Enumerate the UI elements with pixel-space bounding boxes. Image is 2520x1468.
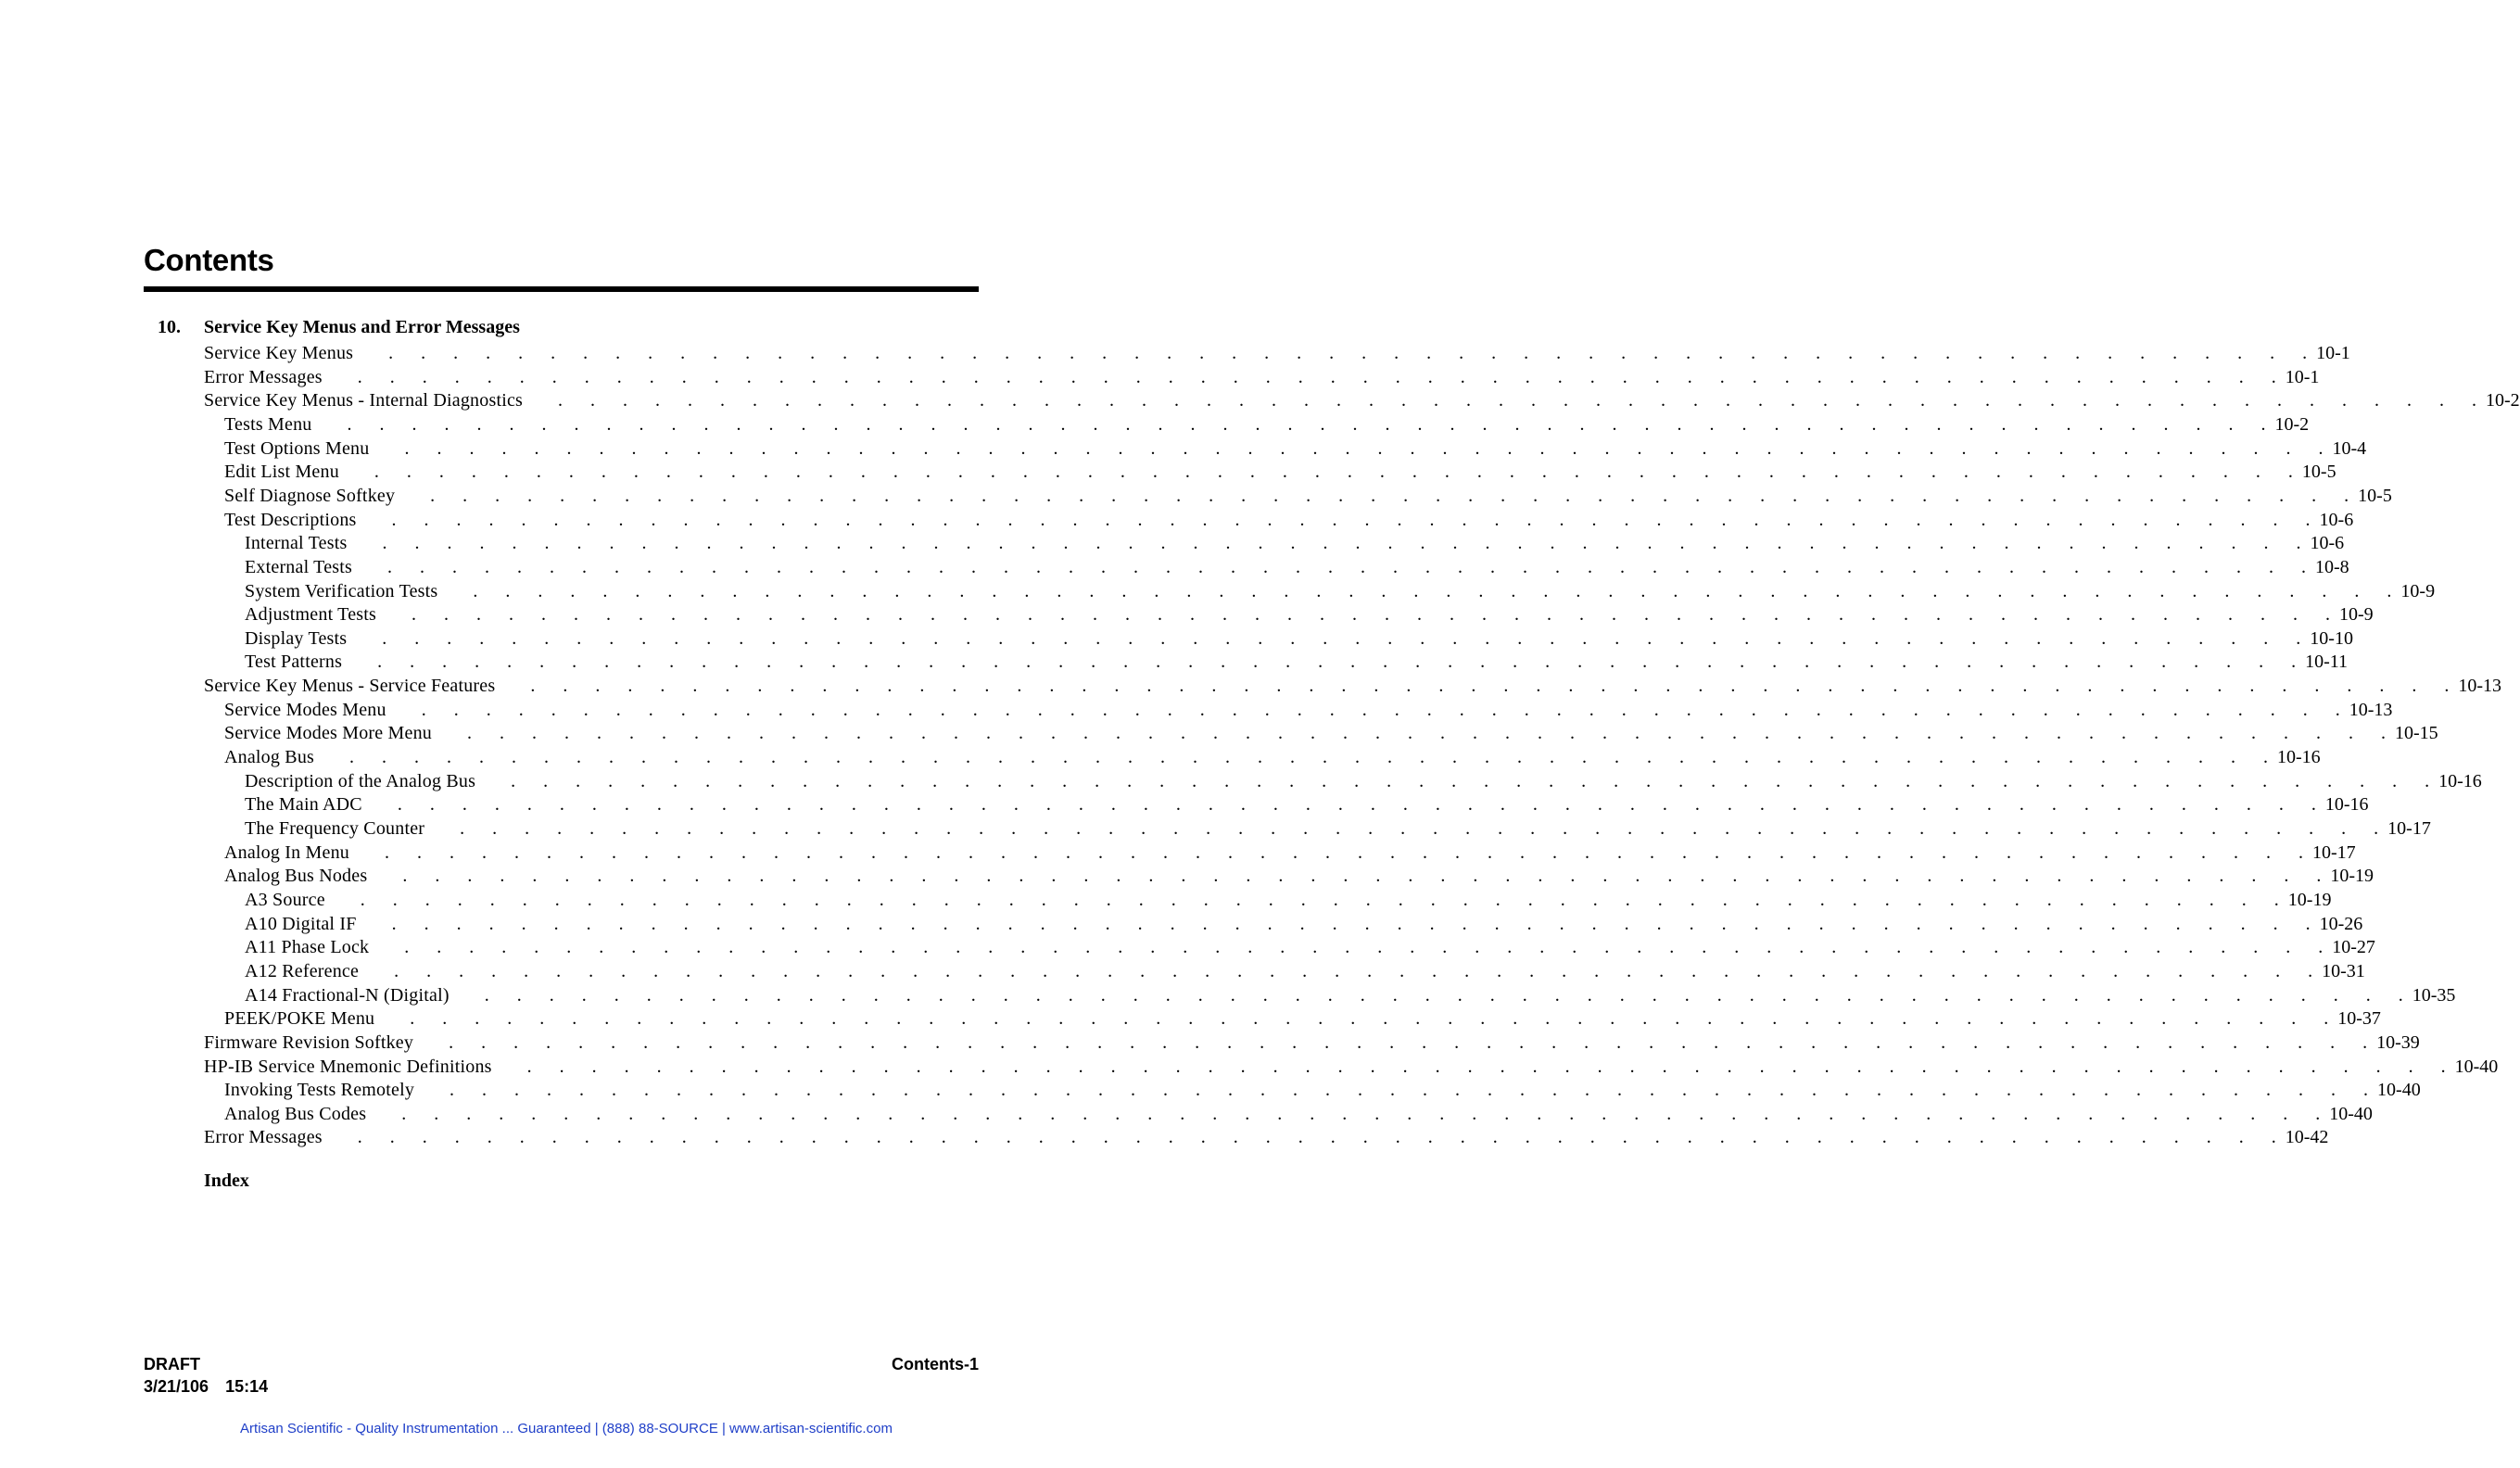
toc-entry[interactable] (245, 959, 2365, 983)
footer-page-label: Contents-1 (892, 1355, 979, 1373)
toc-dot-leader: . . . . . . . . . . . . . . . . . . . . . . . . . . . . . . . . . . . . . . . . . . . . . . . . . . . . . . . . . . . . (329, 366, 2276, 387)
index-entry[interactable]: Index (204, 1171, 249, 1191)
toc-entry-page: 10-40 (2377, 1080, 2421, 1101)
toc-entry-label: Service Key Menus - Service Features (204, 676, 496, 697)
toc-entry-page: 10-39 (2376, 1031, 2420, 1053)
footer-date: 3/21/106 (144, 1377, 209, 1396)
toc-entry-page: 10-19 (2330, 866, 2374, 887)
toc-dot-leader: . . . . . . . . . . . . . . . . . . . . . . . . . . . . . . . . . . . . . . . . . . . . . . . . . . . . . . . . . . . . (357, 842, 2303, 863)
toc-entry-label: Test Options Menu (224, 437, 370, 459)
toc-entry-label: External Tests (245, 556, 353, 577)
toc-entry[interactable] (204, 1031, 2420, 1055)
toc-entry-page: 10-6 (2310, 533, 2345, 554)
toc-entry-page: 10-9 (2400, 580, 2436, 601)
toc-entry-page: 10-16 (2277, 747, 2321, 768)
toc-dot-leader: . . . . . . . . . . . . . . . . . . . . . . . . . . . . . . . . . . . . . . . . . . . . . . . . . . . . . . . . . . . . (445, 580, 2392, 601)
toc-entry[interactable] (224, 484, 2392, 508)
toc-entry-label: Display Tests (245, 627, 348, 649)
toc-entry[interactable] (204, 388, 2520, 412)
toc-entry-page: 10-35 (2412, 984, 2456, 1006)
toc-entry-label: A11 Phase Lock (245, 937, 370, 958)
chapter-title: Service Key Menus and Error Messages (204, 317, 520, 337)
toc-dot-leader: . . . . . . . . . . . . . . . . . . . . . . . . . . . . . . . . . . . . . . . . . . . . . . . . . . . . . . . . . . . . (354, 627, 2301, 649)
toc-entry-page: 10-2 (2486, 390, 2520, 411)
toc-entry[interactable] (245, 579, 2436, 603)
footer-time: 15:14 (225, 1377, 269, 1396)
toc-entry-page: 10-9 (2339, 604, 2374, 626)
toc-entry[interactable] (204, 1125, 2329, 1149)
toc-entry[interactable] (204, 341, 2350, 365)
toc-entry-page: 10-2 (2274, 413, 2310, 435)
toc-dot-leader: . . . . . . . . . . . . . . . . . . . . . . . . . . . . . . . . . . . . . . . . . . . . . . . . . . . . . . . . . . . . (363, 913, 2311, 934)
toc-entry-page: 10-27 (2332, 937, 2375, 958)
toc-entry-page: 10-13 (2458, 676, 2501, 697)
toc-entry[interactable] (224, 460, 2336, 484)
toc-entry-label: Service Modes Menu (224, 699, 386, 720)
toc-entry-page: 10-26 (2319, 913, 2363, 934)
toc-entry-label: Description of the Analog Bus (245, 770, 476, 791)
toc-dot-leader: . . . . . . . . . . . . . . . . . . . . . . . . . . . . . . . . . . . . . . . . . . . . . . . . . . . . . . . . . . . . (361, 343, 2308, 363)
toc-entry-page: 10-13 (2349, 699, 2393, 720)
toc-entry-label: Service Key Menus - Internal Diagnostics (204, 390, 524, 411)
toc-entry[interactable] (245, 531, 2345, 555)
toc-entry[interactable] (224, 841, 2356, 865)
toc-entry-page: 10-17 (2387, 818, 2431, 839)
toc-dot-leader: . . . . . . . . . . . . . . . . . . . . . . . . . . . . . . . . . . . . . . . . . . . . . . . . . . . . . . . . . . . . (354, 533, 2301, 554)
toc-dot-leader: . . . . . . . . . . . . . . . . . . . . . . . . . . . . . . . . . . . . . . . . . . . . . . . . . . . . . . . . . . . . (422, 1080, 2369, 1101)
toc-entry-label: Test Patterns (245, 652, 343, 673)
toc-entry-page: 10-37 (2337, 1008, 2381, 1030)
toc-dot-leader: . . . . . . . . . . . . . . . . . . . . . . . . . . . . . . . . . . . . . . . . . . . . . . . . . . . . . . . . . . . . (402, 485, 2349, 506)
toc-entry-label: A14 Fractional-N (Digital) (245, 984, 450, 1006)
toc-entry[interactable] (224, 721, 2438, 745)
toc-entry[interactable] (245, 888, 2332, 912)
toc-entry-label: Analog In Menu (224, 842, 349, 863)
toc-dot-leader: . . . . . . . . . . . . . . . . . . . . . . . . . . . . . . . . . . . . . . . . . . . . . . . . . . . . . . . . . . . . (502, 676, 2450, 697)
toc-dot-leader: . . . . . . . . . . . . . . . . . . . . . . . . . . . . . . . . . . . . . . . . . . . . . . . . . . . . . . . . . . . . (456, 984, 2403, 1006)
toc-entry[interactable] (224, 745, 2321, 769)
toc-entry-label: Service Modes More Menu (224, 723, 432, 744)
toc-dot-leader: . . . . . . . . . . . . . . . . . . . . . . . . . . . . . . . . . . . . . . . . . . . . . . . . . . . . . . . . . . . . (499, 1056, 2446, 1077)
page-title: Contents (144, 243, 274, 277)
toc-dot-leader: . . . . . . . . . . . . . . . . . . . . . . . . . . . . . . . . . . . . . . . . . . . . . . . . . . . . . . . . . . . . (382, 1008, 2329, 1030)
toc-entry[interactable] (245, 769, 2482, 793)
toc-entry-label: Adjustment Tests (245, 604, 376, 626)
toc-entry[interactable] (224, 864, 2374, 888)
toc-dot-leader: . . . . . . . . . . . . . . . . . . . . . . . . . . . . . . . . . . . . . . . . . . . . . . . . . . . . . . . . . . . . (432, 818, 2379, 839)
toc-entry-label: Invoking Tests Remotely (224, 1080, 415, 1101)
toc-dot-leader: . . . . . . . . . . . . . . . . . . . . . . . . . . . . . . . . . . . . . . . . . . . . . . . . . . . . . . . . . . . . (376, 937, 2324, 958)
toc-dot-leader: . . . . . . . . . . . . . . . . . . . . . . . . . . . . . . . . . . . . . . . . . . . . . . . . . . . . . . . . . . . . (374, 1103, 2321, 1124)
toc-entry[interactable] (224, 437, 2367, 461)
toc-dot-leader: . . . . . . . . . . . . . . . . . . . . . . . . . . . . . . . . . . . . . . . . . . . . . . . . . . . . . . . . . . . . (360, 556, 2307, 577)
toc-entry-page: 10-31 (2322, 960, 2365, 981)
toc-dot-leader: . . . . . . . . . . . . . . . . . . . . . . . . . . . . . . . . . . . . . . . . . . . . . . . . . . . . . . . . . . . . (376, 437, 2324, 459)
toc-dot-leader: . . . . . . . . . . . . . . . . . . . . . . . . . . . . . . . . . . . . . . . . . . . . . . . . . . . . . . . . . . . . (346, 462, 2293, 483)
toc-dot-leader: . . . . . . . . . . . . . . . . . . . . . . . . . . . . . . . . . . . . . . . . . . . . . . . . . . . . . . . . . . . . (319, 413, 2266, 435)
toc-entry-label: Self Diagnose Softkey (224, 485, 396, 506)
toc-dot-leader: . . . . . . . . . . . . . . . . . . . . . . . . . . . . . . . . . . . . . . . . . . . . . . . . . . . . . . . . . . . . (393, 699, 2340, 720)
toc-entry[interactable] (224, 698, 2393, 722)
toc-entry-label: A12 Reference (245, 960, 360, 981)
toc-dot-leader: . . . . . . . . . . . . . . . . . . . . . . . . . . . . . . . . . . . . . . . . . . . . . . . . . . . . . . . . . . . . (332, 889, 2279, 910)
toc-entry-page: 10-17 (2312, 842, 2356, 863)
toc-entry[interactable] (224, 1006, 2381, 1031)
toc-entry[interactable] (245, 912, 2363, 936)
toc-dot-leader: . . . . . . . . . . . . . . . . . . . . . . . . . . . . . . . . . . . . . . . . . . . . . . . . . . . . . . . . . . . . (366, 960, 2313, 981)
toc-entry-page: 10-1 (2285, 366, 2320, 387)
toc-dot-leader: . . . . . . . . . . . . . . . . . . . . . . . . . . . . . . . . . . . . . . . . . . . . . . . . . . . . . . . . . . . . (322, 747, 2268, 768)
toc-entry-label: A10 Digital IF (245, 913, 357, 934)
toc-entry-page: 10-5 (2301, 462, 2336, 483)
toc-entry-label: Error Messages (204, 366, 323, 387)
toc-entry[interactable] (224, 1078, 2421, 1102)
toc-entry[interactable] (245, 555, 2349, 579)
toc-entry[interactable] (245, 983, 2456, 1007)
toc-entry-page: 10-6 (2319, 509, 2354, 530)
toc-entry-label: System Verification Tests (245, 580, 438, 601)
vendor-banner[interactable] (0, 1421, 1134, 1436)
toc-entry-page: 10-5 (2358, 485, 2392, 506)
toc-dot-leader: . . . . . . . . . . . . . . . . . . . . . . . . . . . . . . . . . . . . . . . . . . . . . . . . . . . . . . . . . . . . (439, 723, 2386, 744)
toc-entry-page: 10-4 (2332, 437, 2367, 459)
toc-entry[interactable] (204, 365, 2320, 389)
toc-dot-leader: . . . . . . . . . . . . . . . . . . . . . . . . . . . . . . . . . . . . . . . . . . . . . . . . . . . . . . . . . . . . (483, 770, 2430, 791)
toc-entry[interactable] (224, 412, 2310, 437)
toc-dot-leader: . . . . . . . . . . . . . . . . . . . . . . . . . . . . . . . . . . . . . . . . . . . . . . . . . . . . . . . . . . . . (421, 1031, 2368, 1053)
toc-entry-label: Service Key Menus (204, 343, 354, 363)
toc-entry-label: Test Descriptions (224, 509, 357, 530)
toc-entry-label: A3 Source (245, 889, 325, 910)
chapter-number: 10. (158, 317, 181, 337)
toc-dot-leader: . . . . . . . . . . . . . . . . . . . . . . . . . . . . . . . . . . . . . . . . . . . . . . . . . . . . . . . . . . . . (369, 794, 2316, 816)
footer-draft: DRAFT (144, 1355, 200, 1373)
toc-entry[interactable] (245, 626, 2353, 651)
vendor-banner-text: Artisan Scientific - Quality Instrumentation ... Guaranteed | (888) 88-SOURCE | www.artisan-scientific.com (240, 1421, 893, 1436)
toc-entry[interactable] (245, 816, 2431, 841)
toc-entry-page: 10-15 (2395, 723, 2438, 744)
toc-entry-label: The Main ADC (245, 794, 362, 816)
toc-entry-label: Internal Tests (245, 533, 348, 554)
toc-entry-page: 10-19 (2287, 889, 2332, 910)
toc-entry-page: 10-10 (2310, 627, 2353, 649)
footer-draft-block (144, 1353, 268, 1398)
toc-entry-label: Tests Menu (224, 413, 312, 435)
toc-dot-leader: . . . . . . . . . . . . . . . . . . . . . . . . . . . . . . . . . . . . . . . . . . . . . . . . . . . . . . . . . . . . (363, 509, 2311, 530)
toc-entry[interactable] (245, 650, 2348, 674)
toc-dot-leader: . . . . . . . . . . . . . . . . . . . . . . . . . . . . . . . . . . . . . . . . . . . . . . . . . . . . . . . . . . . . (349, 652, 2297, 673)
toc-entry[interactable] (245, 792, 2369, 816)
toc-entry-page: 10-16 (2324, 794, 2369, 816)
toc-entry-page: 10-40 (2454, 1056, 2499, 1077)
toc-entry-label: PEEK/POKE Menu (224, 1008, 375, 1030)
toc-entry-page: 10-8 (2315, 556, 2349, 577)
toc-entry-page: 10-40 (2329, 1103, 2373, 1124)
toc-entry-page: 10-11 (2305, 652, 2348, 673)
toc-dot-leader: . . . . . . . . . . . . . . . . . . . . . . . . . . . . . . . . . . . . . . . . . . . . . . . . . . . . . . . . . . . . (530, 390, 2477, 411)
toc-entry-page: 10-1 (2316, 343, 2350, 363)
toc-entry[interactable] (204, 1055, 2499, 1079)
toc-entry-label: Firmware Revision Softkey (204, 1031, 414, 1053)
toc-entry-label: Error Messages (204, 1127, 323, 1148)
toc-entry[interactable] (204, 674, 2501, 698)
toc-dot-leader: . . . . . . . . . . . . . . . . . . . . . . . . . . . . . . . . . . . . . . . . . . . . . . . . . . . . . . . . . . . . (329, 1127, 2276, 1148)
toc-entry[interactable] (224, 508, 2354, 532)
footer-datetime (144, 1375, 268, 1398)
toc-entry[interactable] (224, 1102, 2373, 1126)
title-rule (144, 286, 979, 292)
toc-dot-leader: . . . . . . . . . . . . . . . . . . . . . . . . . . . . . . . . . . . . . . . . . . . . . . . . . . . . . . . . . . . . (374, 866, 2322, 887)
toc-entry-label: Analog Bus (224, 747, 314, 768)
toc-entry-label: Analog Bus Nodes (224, 866, 368, 887)
toc-entry-label: Analog Bus Codes (224, 1103, 367, 1124)
toc-entry[interactable] (245, 602, 2374, 626)
toc-entry-label: Edit List Menu (224, 462, 339, 483)
toc-entry-label: HP-IB Service Mnemonic Definitions (204, 1056, 492, 1077)
toc-entry-page: 10-16 (2438, 770, 2482, 791)
toc-entry-page: 10-42 (2285, 1127, 2329, 1148)
toc-dot-leader: . . . . . . . . . . . . . . . . . . . . . . . . . . . . . . . . . . . . . . . . . . . . . . . . . . . . . . . . . . . . (384, 604, 2330, 626)
toc-entry[interactable] (245, 935, 2375, 959)
toc-entry-label: The Frequency Counter (245, 818, 425, 839)
